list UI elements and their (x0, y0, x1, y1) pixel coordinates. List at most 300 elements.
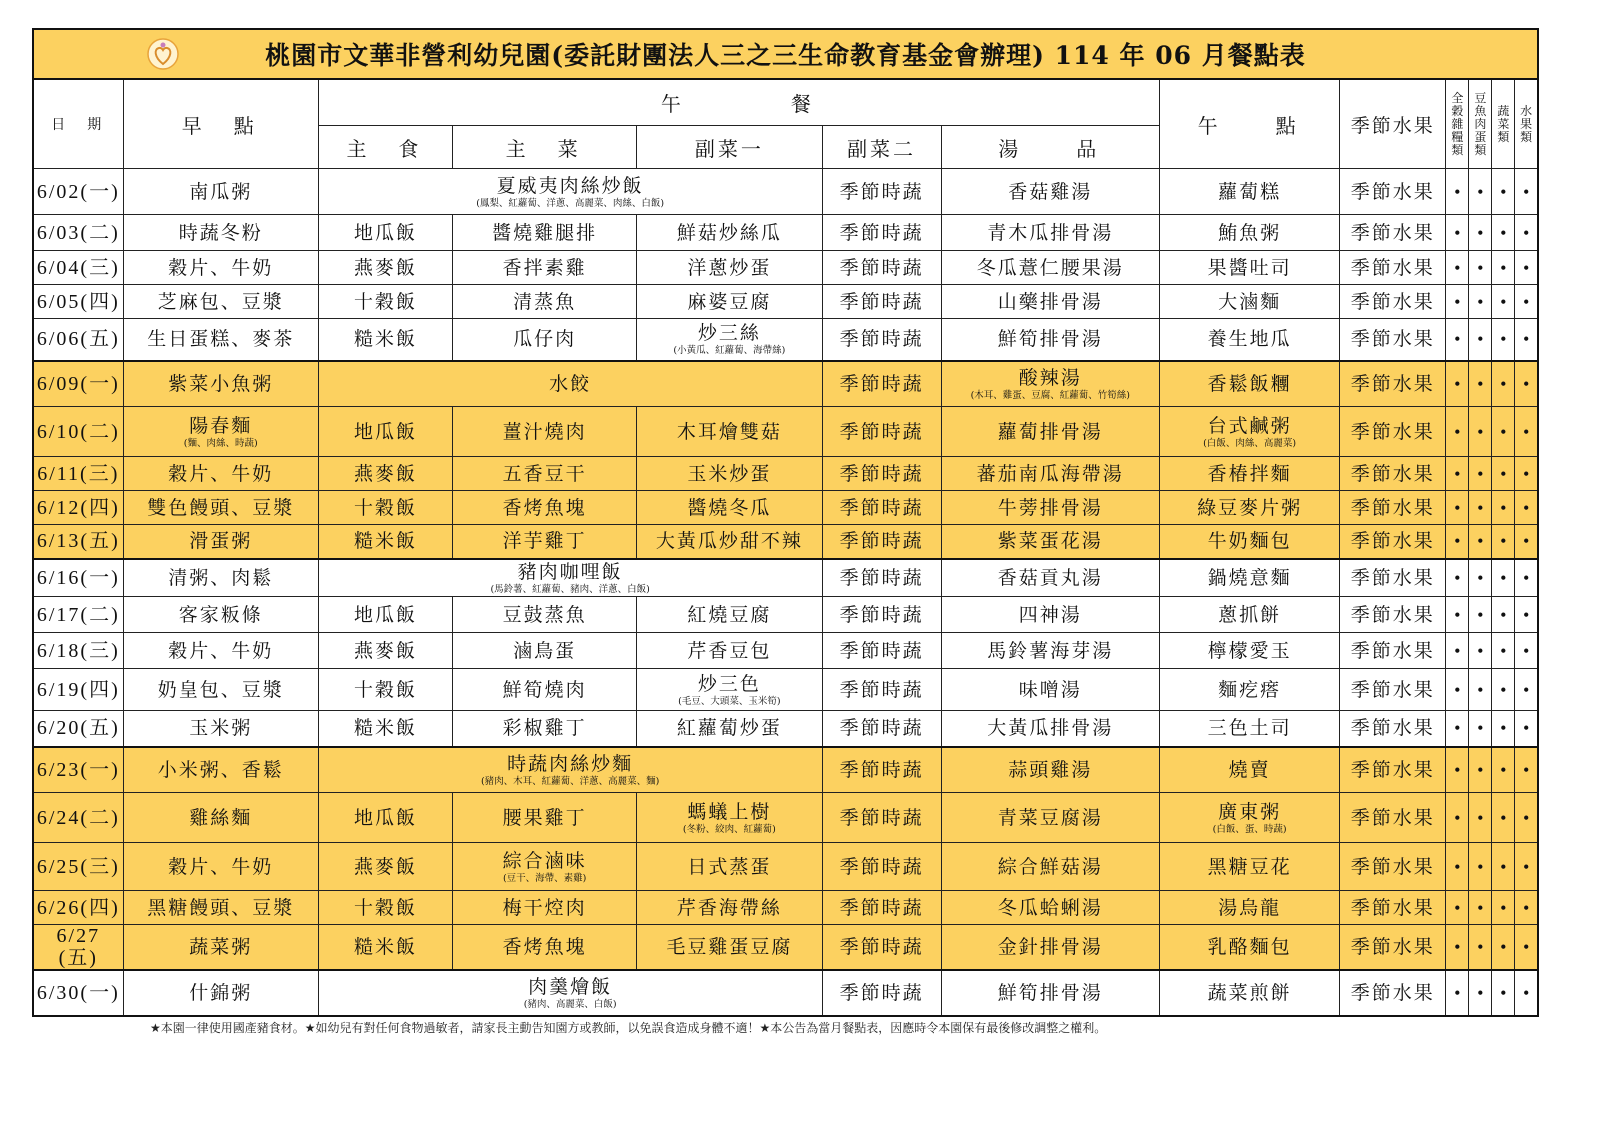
food-group-check: • (1515, 747, 1538, 793)
side-dish-2-cell (822, 925, 941, 971)
soup-cell-text: 鮮筍排骨湯 (997, 982, 1103, 1004)
fruit-cell-text: 季節水果 (1350, 566, 1435, 589)
main-dish-cell-text: 豆鼓蒸魚 (502, 603, 587, 626)
food-group-check: • (1469, 925, 1492, 971)
food-group-check: • (1515, 361, 1538, 407)
staple-cell-text: 燕麥飯 (353, 855, 417, 878)
main-dish-cell (453, 891, 637, 925)
header-date: 日 期 (33, 79, 123, 169)
breakfast-cell-text: 黑糖饅頭、豆漿 (147, 896, 295, 919)
food-group-check: • (1446, 970, 1469, 1016)
date-cell-text: 6/12(四) (36, 496, 120, 519)
food-group-check: • (1446, 669, 1469, 711)
side-dish-1-cell (637, 669, 822, 711)
snack-cell (1159, 215, 1339, 251)
date-cell-text: 6/06(五) (36, 328, 120, 351)
food-group-check: • (1469, 559, 1492, 597)
snack-cell (1159, 525, 1339, 559)
fruit-cell-text: 季節水果 (1350, 180, 1435, 203)
snack-cell (1159, 285, 1339, 319)
side-dish-1-cell (637, 843, 822, 891)
food-group-check: • (1446, 559, 1469, 597)
header-cat-protein: 豆 魚 肉 蛋 類 (1469, 79, 1492, 169)
soup-cell (941, 215, 1159, 251)
side-dish-1-cell (637, 251, 822, 285)
breakfast-cell-text: 生日蛋糕、麥茶 (147, 328, 295, 351)
fruit-cell (1340, 597, 1446, 633)
fruit-cell-text: 季節水果 (1350, 462, 1435, 485)
main-dish-cell-text: 鮮筍燒肉 (502, 678, 587, 701)
snack-cell-text: 廣東粥 (1218, 800, 1282, 823)
fruit-cell-text: 季節水果 (1350, 372, 1435, 395)
main-dish-cell (453, 793, 637, 843)
food-group-check: • (1492, 319, 1515, 361)
snack-cell (1159, 251, 1339, 285)
header-snack: 午 點 (1159, 79, 1339, 169)
fruit-cell-text: 季節水果 (1350, 639, 1435, 662)
main-dish-cell-text: 五香豆干 (502, 462, 587, 485)
date-cell (33, 361, 123, 407)
main-dish-cell-text: 醬燒雞腿排 (492, 221, 598, 244)
table-row (33, 843, 1538, 891)
food-group-check: • (1469, 633, 1492, 669)
title-bar (32, 28, 1539, 78)
side-dish-2-cell-text: 季節時蔬 (839, 256, 924, 279)
food-group-check: • (1492, 597, 1515, 633)
main-dish-cell (453, 407, 637, 457)
breakfast-cell (123, 633, 318, 669)
lunch-combined-cell-text: 肉羹燴飯 (528, 976, 613, 998)
snack-cell-text: 香鬆飯糰 (1207, 372, 1292, 395)
fruit-cell (1340, 319, 1446, 361)
food-group-check: • (1492, 285, 1515, 319)
staple-cell (318, 285, 452, 319)
date-cell (33, 669, 123, 711)
fruit-cell (1340, 457, 1446, 491)
date-cell-text: 6/17(二) (36, 603, 120, 626)
fruit-cell-text: 季節水果 (1350, 328, 1435, 351)
soup-cell-text: 牛蒡排骨湯 (997, 496, 1103, 519)
fruit-cell (1340, 891, 1446, 925)
header-breakfast: 早 點 (123, 79, 318, 169)
staple-cell-text: 糙米飯 (353, 717, 417, 740)
soup-cell (941, 407, 1159, 457)
table-row (33, 361, 1538, 407)
staple-cell (318, 633, 452, 669)
snack-cell (1159, 169, 1339, 215)
side-dish-2-cell (822, 525, 941, 559)
fruit-cell-text: 季節水果 (1350, 221, 1435, 244)
food-group-check: • (1515, 891, 1538, 925)
side-dish-1-cell-text: 螞蟻上樹 (687, 800, 772, 823)
food-group-check: • (1492, 970, 1515, 1016)
date-cell-text: 6/18(三) (36, 639, 120, 662)
staple-cell (318, 457, 452, 491)
side-dish-2-cell-text: 季節時蔬 (839, 328, 924, 351)
snack-cell (1159, 633, 1339, 669)
fruit-cell-text: 季節水果 (1350, 496, 1435, 519)
soup-cell (941, 970, 1159, 1016)
side-dish-1-cell-note: (冬粉、絞肉、紅蘿蔔) (682, 823, 776, 835)
table-row (33, 970, 1538, 1016)
snack-cell (1159, 925, 1339, 971)
food-group-check: • (1515, 457, 1538, 491)
table-row (33, 891, 1538, 925)
date-cell-text: 6/30(一) (36, 982, 120, 1004)
fruit-cell (1340, 669, 1446, 711)
date-cell (33, 251, 123, 285)
header-staple: 主 食 (318, 126, 452, 169)
food-group-check: • (1492, 891, 1515, 925)
side-dish-1-cell (637, 633, 822, 669)
main-dish-cell (453, 711, 637, 747)
side-dish-1-cell-text: 日式蒸蛋 (687, 855, 772, 878)
staple-cell-text: 地瓜飯 (353, 420, 417, 443)
snack-cell-text: 養生地瓜 (1207, 328, 1292, 351)
staple-cell-text: 十穀飯 (353, 678, 417, 701)
food-group-check: • (1515, 633, 1538, 669)
soup-cell (941, 491, 1159, 525)
food-group-check: • (1492, 407, 1515, 457)
side-dish-2-cell-text: 季節時蔬 (839, 806, 924, 829)
snack-cell-text: 香椿拌麵 (1207, 462, 1292, 485)
food-group-check: • (1469, 970, 1492, 1016)
soup-cell (941, 559, 1159, 597)
side-dish-2-cell-text: 季節時蔬 (839, 936, 924, 958)
breakfast-cell-text: 蔬菜粥 (189, 936, 253, 958)
breakfast-cell-text: 南瓜粥 (189, 180, 253, 203)
kindergarten-logo-icon (146, 37, 180, 71)
table-row (33, 491, 1538, 525)
food-group-check: • (1469, 361, 1492, 407)
food-group-check: • (1515, 525, 1538, 559)
side-dish-2-cell-text: 季節時蔬 (839, 603, 924, 626)
table-row (33, 319, 1538, 361)
snack-cell (1159, 711, 1339, 747)
lunch-combined-cell (318, 169, 822, 215)
staple-cell-text: 糙米飯 (353, 530, 417, 553)
snack-cell (1159, 457, 1339, 491)
breakfast-cell-text: 陽春麵 (189, 414, 253, 437)
side-dish-2-cell-text: 季節時蔬 (839, 758, 924, 781)
staple-cell (318, 711, 452, 747)
food-group-check: • (1469, 319, 1492, 361)
snack-cell-text: 蔥抓餅 (1218, 603, 1282, 626)
food-group-check: • (1469, 525, 1492, 559)
main-dish-cell-text: 梅干焢肉 (502, 896, 587, 919)
header-fruit: 季節水果 (1340, 79, 1446, 169)
snack-cell-text: 黑糖豆花 (1207, 855, 1292, 878)
food-group-check: • (1446, 319, 1469, 361)
soup-cell-text: 山藥排骨湯 (997, 290, 1103, 313)
fruit-cell (1340, 251, 1446, 285)
side-dish-2-cell-text: 季節時蔬 (839, 496, 924, 519)
food-group-check: • (1492, 169, 1515, 215)
main-dish-cell (453, 319, 637, 361)
side-dish-2-cell (822, 970, 941, 1016)
side-dish-2-cell (822, 747, 941, 793)
soup-cell-text: 酸辣湯 (1018, 366, 1082, 389)
table-row (33, 597, 1538, 633)
staple-cell (318, 525, 452, 559)
food-group-check: • (1446, 925, 1469, 971)
snack-cell-text: 果醬吐司 (1207, 256, 1292, 279)
soup-cell (941, 669, 1159, 711)
food-group-check: • (1515, 169, 1538, 215)
staple-cell-text: 十穀飯 (353, 290, 417, 313)
soup-cell (941, 319, 1159, 361)
table-row (33, 285, 1538, 319)
date-cell (33, 597, 123, 633)
side-dish-2-cell (822, 891, 941, 925)
table-row (33, 169, 1538, 215)
side-dish-1-cell-text: 鮮菇炒絲瓜 (676, 221, 782, 244)
snack-cell (1159, 970, 1339, 1016)
staple-cell-text: 燕麥飯 (353, 639, 417, 662)
side-dish-2-cell-text: 季節時蔬 (839, 566, 924, 589)
soup-cell (941, 891, 1159, 925)
main-dish-cell (453, 491, 637, 525)
snack-cell-text: 檸檬愛玉 (1207, 639, 1292, 662)
side-dish-2-cell-text: 季節時蔬 (839, 180, 924, 203)
snack-cell-text: 三色土司 (1207, 717, 1292, 740)
side-dish-1-cell-text: 醬燒冬瓜 (687, 496, 772, 519)
side-dish-1-cell (637, 891, 822, 925)
date-cell-text: 6/20(五) (36, 717, 120, 740)
side-dish-2-cell (822, 319, 941, 361)
food-group-check: • (1492, 491, 1515, 525)
side-dish-2-cell (822, 215, 941, 251)
date-cell (33, 525, 123, 559)
food-group-check: • (1492, 793, 1515, 843)
food-group-check: • (1469, 169, 1492, 215)
fruit-cell-text: 季節水果 (1350, 420, 1435, 443)
side-dish-1-cell-text: 玉米炒蛋 (687, 462, 772, 485)
breakfast-cell (123, 597, 318, 633)
food-group-check: • (1446, 361, 1469, 407)
side-dish-1-cell (637, 215, 822, 251)
staple-cell-text: 燕麥飯 (353, 462, 417, 485)
date-cell (33, 457, 123, 491)
staple-cell (318, 597, 452, 633)
date-cell-text: 6/02(一) (36, 180, 120, 203)
table-row (33, 525, 1538, 559)
soup-cell (941, 843, 1159, 891)
fruit-cell (1340, 285, 1446, 319)
breakfast-cell-text: 時蔬冬粉 (178, 221, 263, 244)
food-group-check: • (1446, 251, 1469, 285)
main-dish-cell-text: 腰果雞丁 (502, 806, 587, 829)
staple-cell (318, 491, 452, 525)
fruit-cell (1340, 169, 1446, 215)
breakfast-cell-text: 清粥、肉鬆 (168, 566, 274, 589)
food-group-check: • (1492, 633, 1515, 669)
fruit-cell (1340, 843, 1446, 891)
fruit-cell (1340, 711, 1446, 747)
main-dish-cell (453, 633, 637, 669)
side-dish-1-cell (637, 491, 822, 525)
breakfast-cell-text: 穀片、牛奶 (168, 256, 274, 279)
food-group-check: • (1446, 793, 1469, 843)
breakfast-cell-text: 穀片、牛奶 (168, 462, 274, 485)
food-group-check: • (1446, 711, 1469, 747)
staple-cell-text: 糙米飯 (353, 936, 417, 958)
fruit-cell-text: 季節水果 (1350, 936, 1435, 958)
breakfast-cell-text: 客家粄條 (178, 603, 263, 626)
date-cell (33, 970, 123, 1016)
snack-cell-note: (白飯、肉絲、高麗菜) (1203, 437, 1297, 449)
date-cell (33, 633, 123, 669)
breakfast-cell (123, 285, 318, 319)
side-dish-2-cell (822, 251, 941, 285)
date-cell-text: 6/19(四) (36, 678, 120, 701)
side-dish-1-cell-text: 大黃瓜炒甜不辣 (655, 530, 803, 553)
food-group-check: • (1446, 747, 1469, 793)
date-cell (33, 285, 123, 319)
staple-cell-text: 糙米飯 (353, 328, 417, 351)
food-group-check: • (1515, 251, 1538, 285)
food-group-check: • (1446, 407, 1469, 457)
side-dish-1-cell-note: (毛豆、大頭菜、玉米筍) (678, 695, 781, 707)
soup-cell-text: 蒜頭雞湯 (1008, 758, 1093, 781)
food-group-check: • (1469, 407, 1492, 457)
food-group-check: • (1515, 925, 1538, 971)
soup-cell (941, 925, 1159, 971)
food-group-check: • (1446, 285, 1469, 319)
main-dish-cell-text: 綜合滷味 (502, 849, 587, 872)
food-group-check: • (1515, 491, 1538, 525)
side-dish-1-cell-text: 麻婆豆腐 (687, 290, 772, 313)
breakfast-cell (123, 251, 318, 285)
snack-cell-text: 蔬菜煎餅 (1207, 982, 1292, 1004)
soup-cell (941, 457, 1159, 491)
side-dish-2-cell (822, 711, 941, 747)
soup-cell-text: 冬瓜蛤蜊湯 (997, 896, 1103, 919)
main-dish-cell-text: 香烤魚塊 (502, 496, 587, 519)
side-dish-2-cell (822, 285, 941, 319)
side-dish-2-cell-text: 季節時蔬 (839, 420, 924, 443)
main-dish-cell (453, 457, 637, 491)
food-group-check: • (1446, 633, 1469, 669)
date-cell-text: 6/11(三) (37, 462, 120, 485)
date-cell-text: 6/25(三) (36, 855, 120, 878)
lunch-combined-cell-text: 豬肉咖哩飯 (517, 560, 623, 583)
main-dish-cell (453, 925, 637, 971)
soup-cell-text: 蘿蔔排骨湯 (997, 420, 1103, 443)
soup-cell (941, 361, 1159, 407)
food-group-check: • (1515, 559, 1538, 597)
side-dish-2-cell-text: 季節時蔬 (839, 896, 924, 919)
fruit-cell (1340, 491, 1446, 525)
fruit-cell-text: 季節水果 (1350, 758, 1435, 781)
date-cell-text: 6/03(二) (36, 221, 120, 244)
soup-cell-text: 紫菜蛋花湯 (997, 530, 1103, 553)
fruit-cell-text: 季節水果 (1350, 982, 1435, 1004)
date-cell-text: 6/24(二) (36, 806, 120, 829)
side-dish-2-cell (822, 633, 941, 669)
main-dish-cell-text: 瓜仔肉 (513, 328, 577, 351)
side-dish-1-cell-text: 洋蔥炒蛋 (687, 256, 772, 279)
main-dish-cell (453, 525, 637, 559)
table-row (33, 669, 1538, 711)
side-dish-1-cell (637, 407, 822, 457)
side-dish-2-cell-text: 季節時蔬 (839, 639, 924, 662)
snack-cell-text: 鍋燒意麵 (1207, 566, 1292, 589)
breakfast-cell (123, 747, 318, 793)
snack-cell (1159, 319, 1339, 361)
snack-cell (1159, 793, 1339, 843)
side-dish-2-cell (822, 491, 941, 525)
side-dish-1-cell-text: 毛豆雞蛋豆腐 (666, 936, 793, 958)
staple-cell-text: 十穀飯 (353, 896, 417, 919)
food-group-check: • (1469, 891, 1492, 925)
snack-cell-text: 大滷麵 (1218, 290, 1282, 313)
side-dish-1-cell-note: (小黃瓜、紅蘿蔔、海帶絲) (673, 345, 786, 357)
side-dish-1-cell (637, 711, 822, 747)
header-main-dish: 主 菜 (453, 126, 637, 169)
breakfast-cell (123, 793, 318, 843)
snack-cell (1159, 747, 1339, 793)
date-cell-text: 6/26(四) (36, 896, 120, 919)
food-group-check: • (1492, 843, 1515, 891)
food-group-check: • (1469, 747, 1492, 793)
soup-cell (941, 251, 1159, 285)
breakfast-cell-text: 雞絲麵 (189, 806, 253, 829)
menu-sheet (32, 28, 1539, 1017)
soup-cell-text: 香菇雞湯 (1008, 180, 1093, 203)
fruit-cell (1340, 925, 1446, 971)
food-group-check: • (1515, 285, 1538, 319)
lunch-combined-cell (318, 361, 822, 407)
breakfast-cell (123, 407, 318, 457)
lunch-combined-cell-note: (鳳梨、紅蘿蔔、洋蔥、高麗菜、肉絲、白飯) (476, 197, 665, 209)
food-group-check: • (1515, 793, 1538, 843)
table-row (33, 457, 1538, 491)
food-group-check: • (1492, 559, 1515, 597)
menu-body (33, 169, 1538, 1017)
side-dish-2-cell-text: 季節時蔬 (839, 855, 924, 878)
snack-cell-text: 台式鹹粥 (1207, 414, 1292, 437)
side-dish-1-cell (637, 285, 822, 319)
soup-cell (941, 711, 1159, 747)
food-group-check: • (1492, 925, 1515, 971)
food-group-check: • (1469, 457, 1492, 491)
side-dish-1-cell (637, 925, 822, 971)
table-row (33, 215, 1538, 251)
food-group-check: • (1469, 215, 1492, 251)
soup-cell-text: 青木瓜排骨湯 (987, 221, 1114, 244)
fruit-cell-text: 季節水果 (1350, 530, 1435, 553)
side-dish-2-cell (822, 597, 941, 633)
fruit-cell (1340, 525, 1446, 559)
food-group-check: • (1492, 361, 1515, 407)
lunch-combined-cell (318, 747, 822, 793)
breakfast-cell-text: 芝麻包、豆漿 (157, 290, 284, 313)
date-cell-text: 6/27 (五) (56, 925, 101, 969)
staple-cell-text: 地瓜飯 (353, 806, 417, 829)
snack-cell-text: 鮪魚粥 (1218, 221, 1282, 244)
fruit-cell (1340, 793, 1446, 843)
table-row (33, 747, 1538, 793)
snack-cell (1159, 843, 1339, 891)
food-group-check: • (1446, 215, 1469, 251)
side-dish-2-cell (822, 843, 941, 891)
soup-cell-text: 馬鈴薯海芽湯 (987, 639, 1114, 662)
main-dish-cell-text: 滷鳥蛋 (513, 639, 577, 662)
breakfast-cell (123, 215, 318, 251)
staple-cell-text: 地瓜飯 (353, 221, 417, 244)
staple-cell (318, 669, 452, 711)
